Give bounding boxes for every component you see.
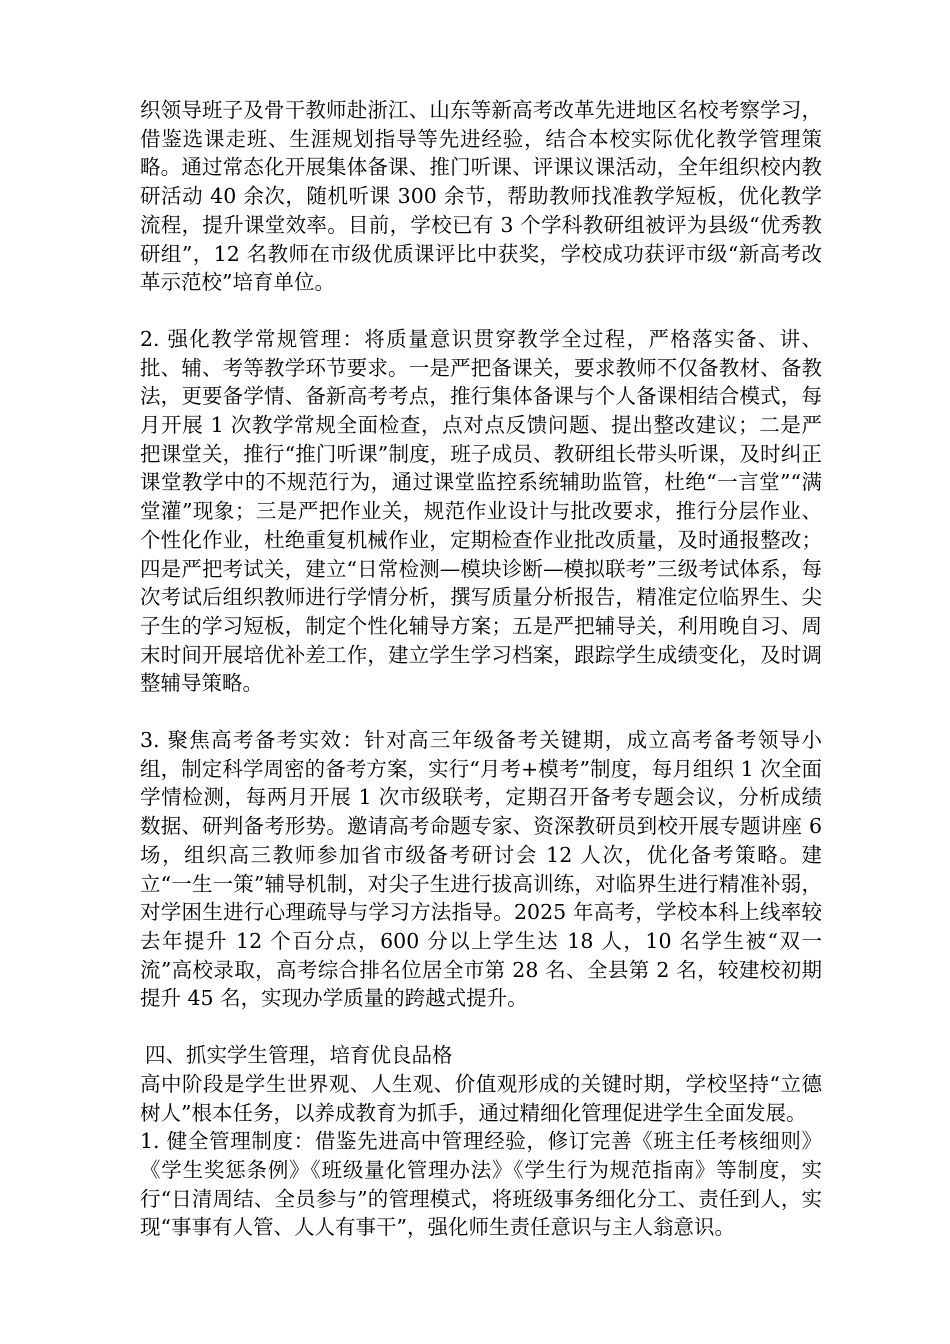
document-page bbox=[140, 96, 822, 1242]
paragraph-spacer bbox=[140, 1013, 822, 1041]
paragraph-spacer bbox=[140, 297, 822, 325]
paragraph-teaching-research: 织领导班子及骨干教师赴浙江、山东等新高考改革先进地区名校考察学习，借鉴选课走班、生涯规划指导等先进经验，结合本校实际优化教学管理策略。通过常态化开展集体备课、推门听课、评课议课活动，全年组织校内教研活动 40 余次，随机听课 300 余节，帮助教师找准教学短板，优化教学流程，提升课堂效率。目前，学校已有 3 个学科教研组被评为县级“优秀教研组”，12 名教师在市级优质课评比中获奖，学校成功获评市级“新高考改革示范校”培育单位。 bbox=[140, 98, 822, 295]
paragraph-spacer bbox=[140, 698, 822, 726]
paragraph-management-system: 1. 健全管理制度：借鉴先进高中管理经验，修订完善《班主任考核细则》《学生奖惩条例》《班级量化管理办法》《学生行为规范指南》等制度，实行“日清周结、全员参与”的管理模式，将班级事务细化分工、责任到人，实现“事事有人管、人人有事干”，强化师生责任意识与主人翁意识。 bbox=[140, 1129, 822, 1240]
section-heading-student-management: 四、抓实学生管理，培育优良品格 bbox=[145, 1043, 453, 1068]
paragraph-teaching-routine: 2. 强化教学常规管理：将质量意识贯穿教学全过程，严格落实备、讲、批、辅、考等教学环节要求。一是严把备课关，要求教师不仅备教材、备教法，更要备学情、备新高考考点，推行集体备课与个人备课相结合模式，每月开展 1 次教学常规全面检查，点对点反馈问题、提出整改建议；二是严把课堂关，推行“推门听课”制度，班子成员、教研组长带头听课，及时纠正课堂教学中的不规范行为，通过课堂监控系统辅助监管，杜绝“一言堂”“满堂灌”现象；三是严把作业关，规范作业设计与批改要求，推行分层作业、个性化作业，杜绝重复机械作业，定期检查作业批改质量，及时通报整改；四是严把考试关，建立“日常检测—模块诊断—模拟联考”三级考试体系，每次考试后组织教师进行学情分析，撰写质量分析报告，精准定位临界生、尖子生的学习短板，制定个性化辅导方案；五是严把辅导关，利用晚自习、周末时间开展培优补差工作，建立学生学习档案，跟踪学生成绩变化，及时调整辅导策略。 bbox=[140, 326, 822, 696]
paragraph-exam-preparation: 3. 聚焦高考备考实效：针对高三年级备考关键期，成立高考备考领导小组，制定科学周密的备考方案，实行“月考+模考”制度，每月组织 1 次全面学情检测，每两月开展 1 次市级联考，定期召开备考专题会议，分析成绩数据、研判备考形势。邀请高考命题专家、资深教研员到校开展专题讲座 6 场，组织高三教师参加省市级备考研讨会 12 人次，优化备考策略。建立“一生一策”辅导机制，对尖子生进行拔高训练，对临界生进行精准补弱，对学困生进行心理疏导与学习方法指导。2025 年高考，学校本科上线率较去年提升 12 个百分点，600 分以上学生达 18 人，10 名学生被“双一流”高校录取，高考综合排名位居全市第 28 名、全县第 2 名，较建校初期提升 45 名，实现办学质量的跨越式提升。 bbox=[140, 728, 822, 1011]
paragraph-student-management-intro: 高中阶段是学生世界观、人生观、价值观形成的关键时期，学校坚持“立德树人”根本任务，以养成教育为抓手，通过精细化管理促进学生全面发展。 bbox=[140, 1071, 822, 1125]
